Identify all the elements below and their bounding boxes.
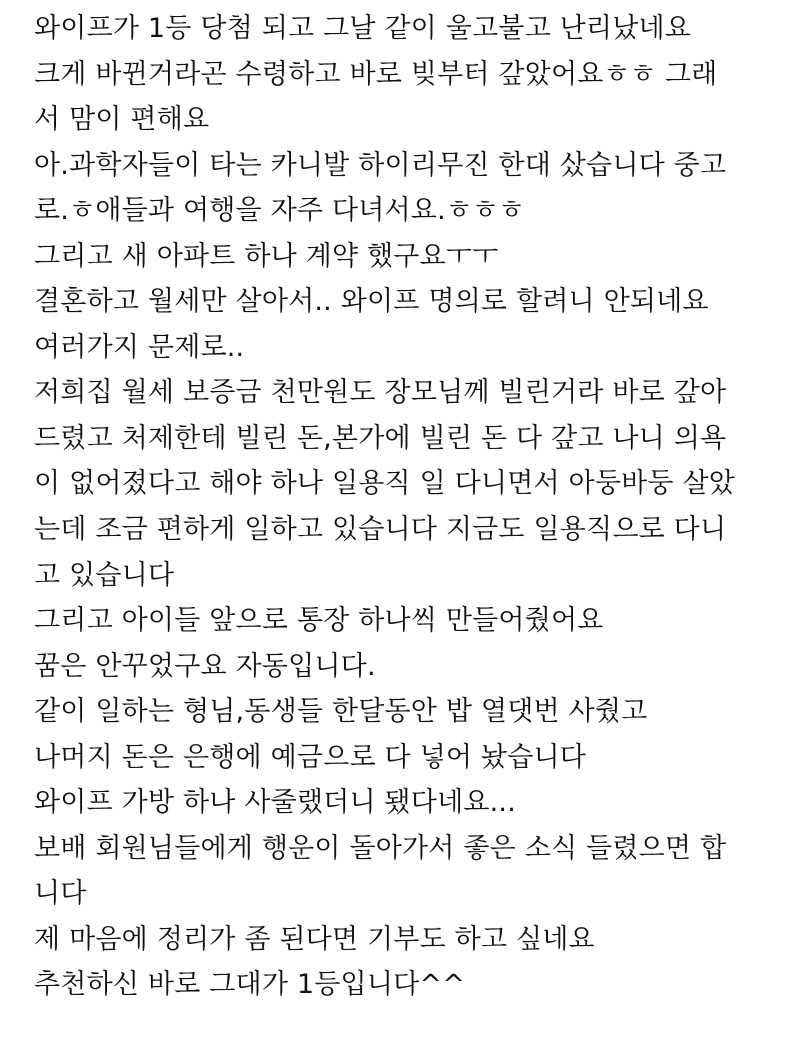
text-line: 같이 일하는 형님,동생들 한달동안 밥 열댓번 사줬고 <box>34 696 648 728</box>
text-line: 아.과학자들이 타는 카니발 하이리무진 한대 샀습니다 중고 <box>34 149 727 181</box>
text-line: 드렸고 처제한테 빌린 돈,본가에 빌린 돈 다 갚고 나니 의욕 <box>34 422 727 454</box>
text-line: 나머지 돈은 은행에 예금으로 다 넣어 놨습니다 <box>34 741 587 773</box>
text-line: 저희집 월세 보증금 천만원도 장모님께 빌린거라 바로 갚아 <box>34 377 727 409</box>
text-line: 꿈은 안꾸었구요 자동입니다. <box>34 650 376 682</box>
text-line: 결혼하고 월세만 살아서.. 와이프 명의로 할려니 안되네요 <box>34 286 709 318</box>
text-line: 이 없어졌다고 해야 하나 일용직 일 다니면서 아둥바둥 살았 <box>34 468 736 500</box>
text-line: 니다 <box>34 878 87 910</box>
text-line: 고 있습니다 <box>34 559 175 591</box>
text-line: 제 마음에 정리가 좀 된다면 기부도 하고 싶네요 <box>34 923 595 955</box>
text-line: 는데 조금 편하게 일하고 있습니다 지금도 일용직으로 다니 <box>34 514 727 546</box>
text-line: 와이프 가방 하나 사줄랬더니 됐다네요... <box>34 787 516 819</box>
text-line: 로.ㅎ애들과 여행을 자주 다녀서요.ㅎㅎㅎ <box>34 195 525 227</box>
text-line: 추천하신 바로 그대가 1등입니다^^ <box>34 969 466 1001</box>
text-line: 크게 바뀐거라곤 수령하고 바로 빚부터 갚았어요ㅎㅎ 그래 <box>34 58 718 90</box>
text-line: 그리고 아이들 앞으로 통장 하나씩 만들어줬어요 <box>34 605 604 637</box>
text-line: 보배 회원님들에게 행운이 돌아가서 좋은 소식 들렸으면 합 <box>34 832 727 864</box>
text-line: 여러가지 문제로.. <box>34 331 245 363</box>
text-line: 와이프가 1등 당첨 되고 그날 같이 울고불고 난리났네요 <box>34 13 692 44</box>
post-body <box>34 6 774 1008</box>
text-line: 그리고 새 아파트 하나 계약 했구요ㅜㅜ <box>34 240 499 272</box>
text-line: 서 맘이 편해요 <box>34 104 210 136</box>
